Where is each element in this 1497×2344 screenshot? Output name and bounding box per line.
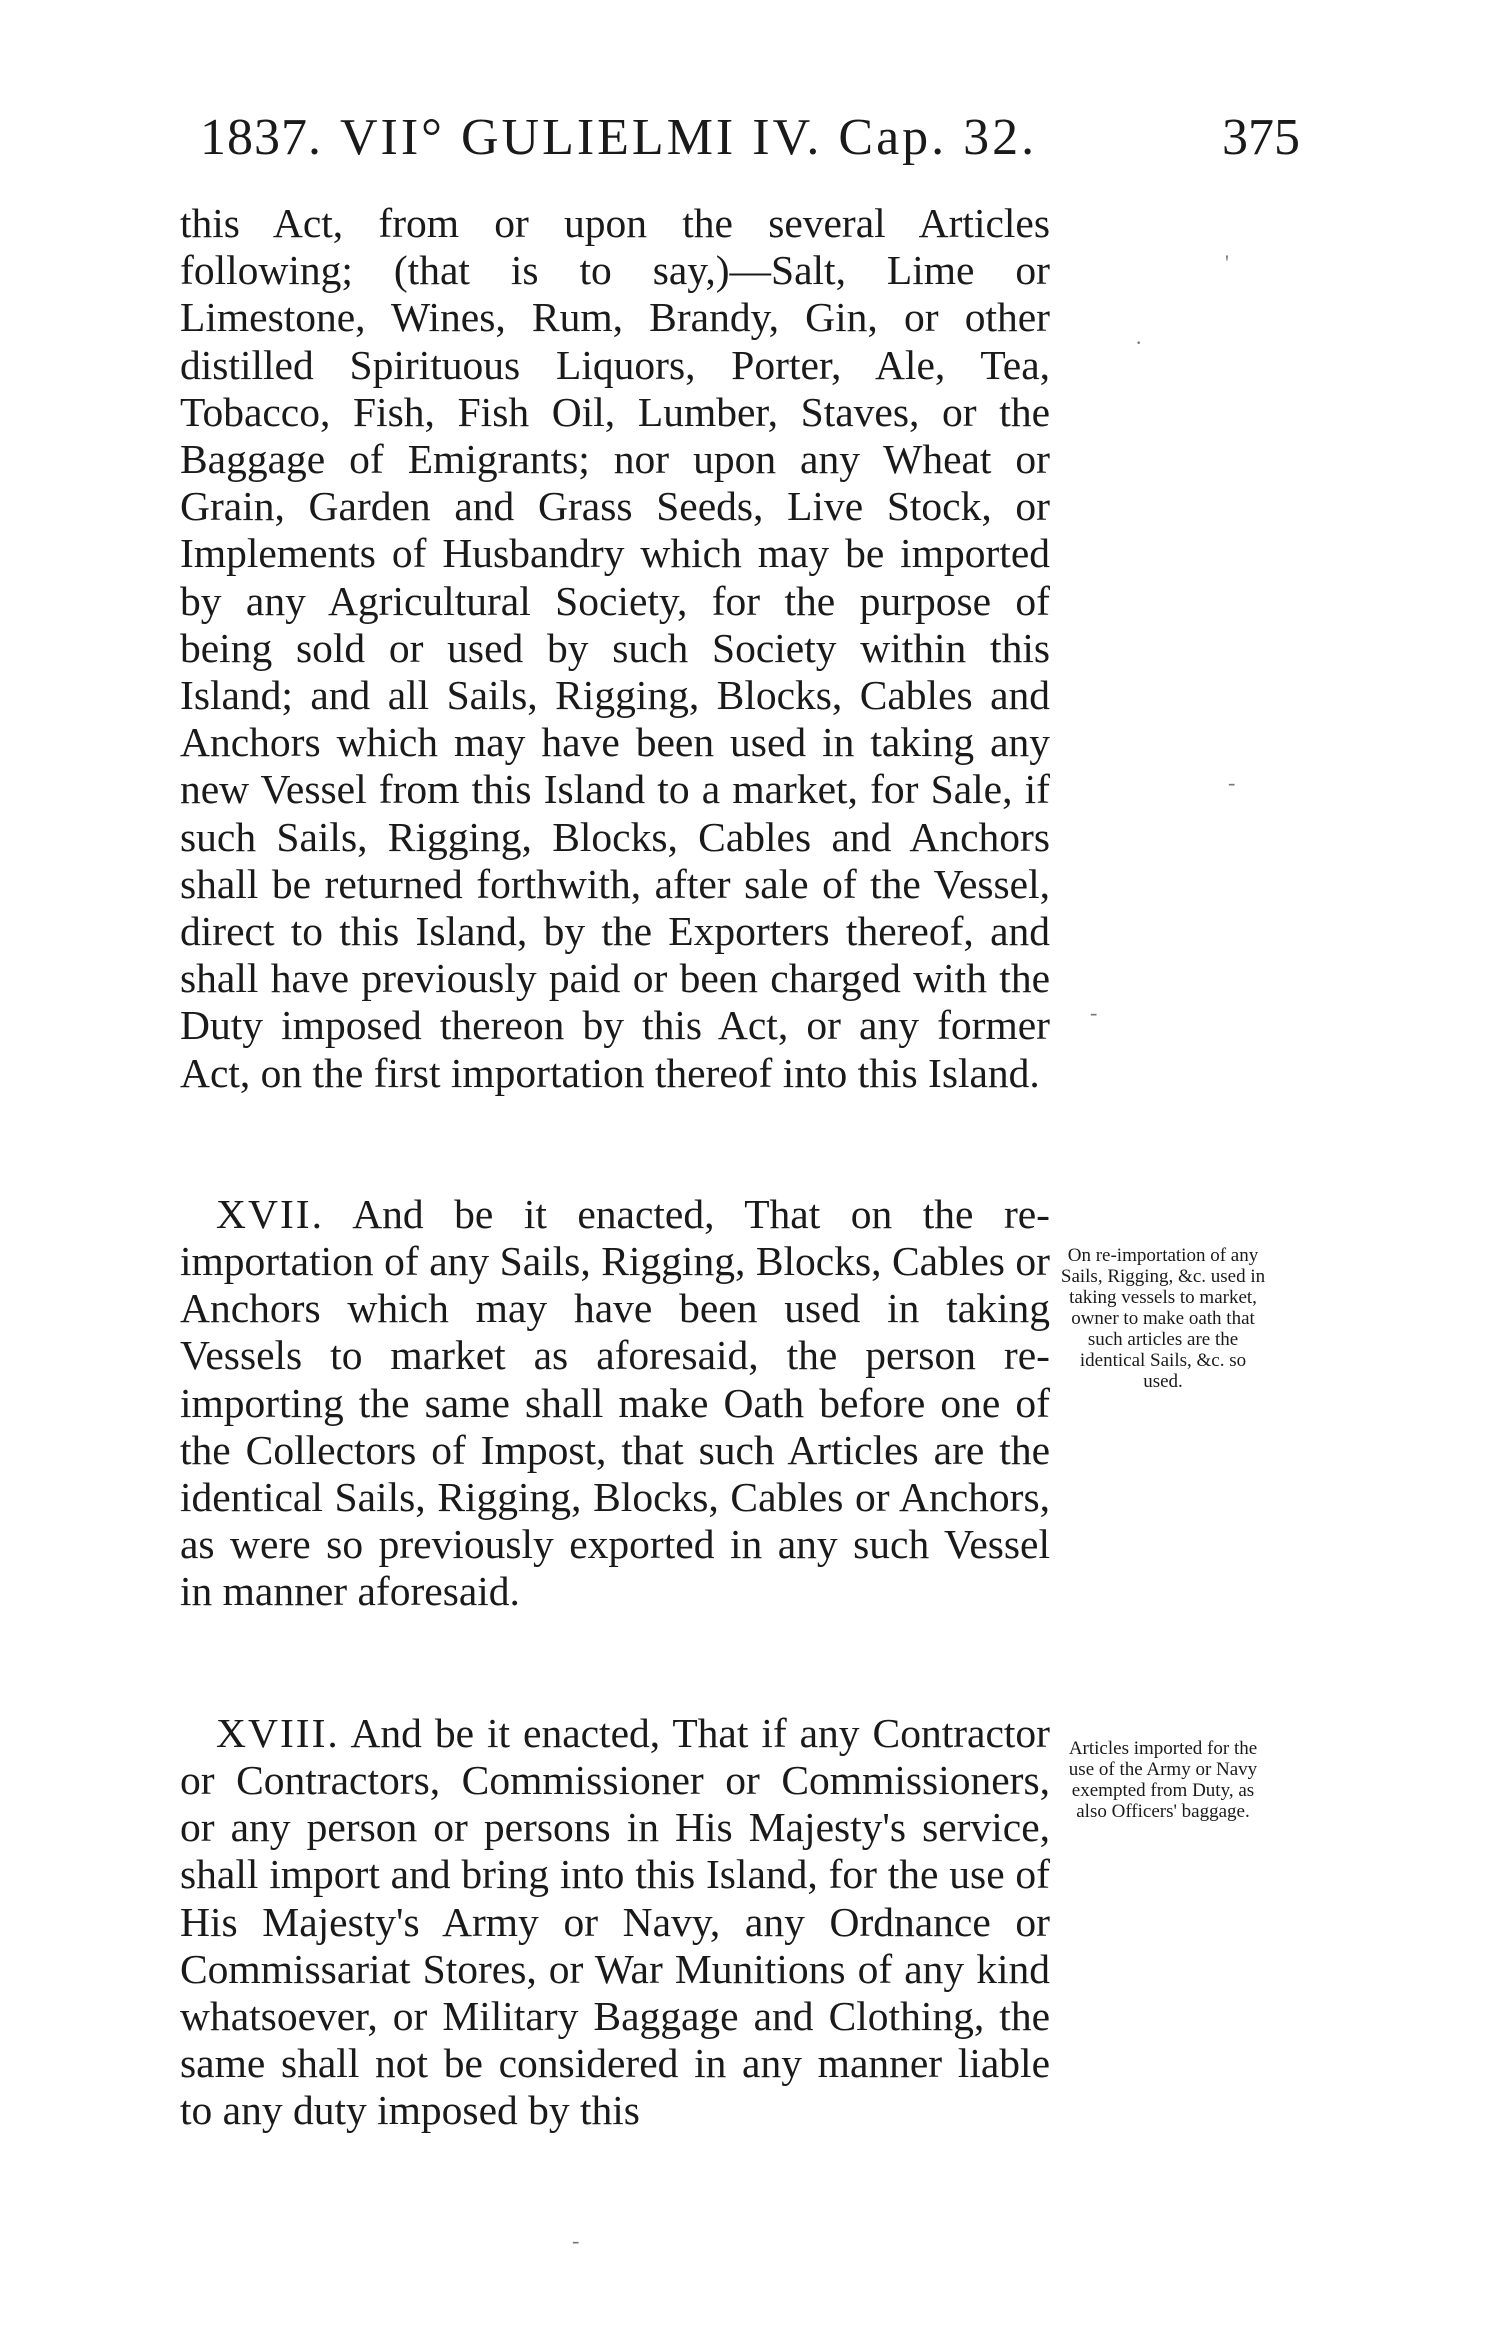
ink-speck: -	[1090, 1000, 1098, 1025]
header-title: VII° GULIELMI IV. Cap. 32.	[340, 109, 1038, 166]
section-number: XVIII.	[216, 1709, 340, 1756]
marginal-note-reimportation: On re-importation of any Sails, Rigging, &c. used in taking vessels to market, owner to make oath that such articles are the identical Sails, &c. so used.	[1060, 1245, 1266, 1392]
ink-speck: -	[572, 2228, 580, 2253]
section-text: And be it enacted, That on the re-importation of any Sails, Rigging, Blocks, Cables or Anchors which may have been used in taking Vessels to market as aforesaid, the person re-importing the same shall make Oath before one of the Collectors of Impost, that such Articles are the identical Sails, Rigging, Blocks, Cables or Anchors, as were so previously exported in any such Vessel in manner aforesaid.	[180, 1190, 1051, 1615]
section-xvii	[180, 1191, 1050, 1616]
header-year: 1837.	[200, 109, 322, 166]
ink-speck: ·	[1135, 330, 1143, 355]
marginal-note-army-navy: Articles imported for the use of the Army or Navy exempted from Duty, as also Officers' baggage.	[1068, 1738, 1258, 1822]
page-number: 375	[1222, 109, 1300, 166]
ink-speck: -	[1228, 770, 1236, 795]
continued-paragraph: this Act, from or upon the several Articles following; (that is to say,)—Salt, Lime or Limestone, Wines, Rum, Brandy, Gin, or other distilled Spirituous Liquors, Porter, Ale, Tea, Tobacco, Fish, Fish Oil, Lumber, Staves, or the Baggage of Emigrants; nor upon any Wheat or Grain, Garden and Grass Seeds, Live Stock, or Implements of Husbandry which may be imported by any Agricultural Society, for the purpose of being sold or used by such Society within this Island; and all Sails, Rigging, Blocks, Cables and Anchors which may have been used in taking any new Vessel from this Island to a market, for Sale, if such Sails, Rigging, Blocks, Cables and Anchors shall be returned forthwith, after sale of the Vessel, direct to this Island, by the Exporters thereof, and shall have previously paid or been charged with the Duty imposed thereon by this Act, or any former Act, on the first importation thereof into this Island.	[180, 200, 1050, 1096]
section-text: And be it enacted, That if any Contractor or Contractors, Commissioner or Commissioners, or any person or persons in His Majesty's service, shall import and bring into this Island, for the use of His Majesty's Army or Navy, any Ordnance or Commissariat Stores, or War Munitions of any kind whatsoever, or Military Baggage and Clothing, the same shall not be considered in any manner liable to any duty imposed by this	[180, 1709, 1050, 2134]
section-xviii	[180, 1710, 1050, 2135]
ink-speck: '	[1225, 250, 1229, 275]
body-text	[180, 200, 1050, 2135]
running-header	[200, 108, 1300, 168]
section-number: XVII.	[216, 1190, 324, 1237]
